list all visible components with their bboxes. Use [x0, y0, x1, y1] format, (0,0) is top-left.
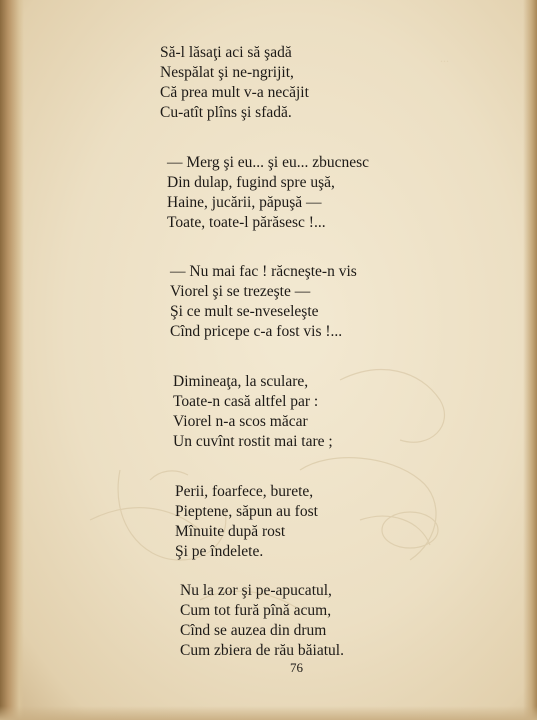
poem-line: Cînd pricepe c-a fost vis !...: [170, 323, 343, 340]
poem-line: Din dulap, fugind spre uşă,: [167, 174, 335, 191]
poem-line: Să-l lăsaţi aci să şadă: [160, 44, 292, 61]
poem-line: Pieptene, săpun au fost: [175, 503, 318, 520]
poem-line: Şi pe îndelete.: [175, 543, 264, 560]
poem-line: Dimineaţa, la sculare,: [173, 373, 309, 390]
poem-line: Mînuite după rost: [175, 523, 286, 540]
poem-line: Nespălat şi ne-ngrijit,: [160, 64, 294, 81]
svg-text:...: ...: [440, 51, 449, 65]
poem-line: Cum zbiera de rău băiatul.: [180, 642, 344, 659]
poem-line: — Nu mai fac ! răcneşte-n vis: [170, 263, 357, 280]
poem-line: Nu la zor şi pe-apucatul,: [180, 582, 332, 599]
poem-line: Un cuvînt rostit mai tare ;: [173, 433, 333, 450]
poem-line: — Merg şi eu... şi eu... zbucnesc: [167, 154, 370, 171]
poem-line: Că prea mult v-a necăjit: [160, 84, 309, 101]
poem-line: Cum tot fură pînă acum,: [180, 602, 332, 619]
poem-line: Cînd se auzea din drum: [180, 622, 327, 639]
poem-line: Perii, foarfece, burete,: [175, 483, 314, 500]
poem-line: Haine, jucării, păpuşă —: [167, 194, 322, 211]
poem-line: Viorel şi se trezeşte —: [170, 283, 311, 300]
poem-line: Şi ce mult se-nveseleşte: [170, 303, 319, 320]
page-number: 76: [290, 660, 303, 675]
poem-line: Cu-atît plîns şi sfadă.: [160, 104, 292, 121]
poem-line: Toate-n casă altfel par :: [173, 393, 319, 410]
poem-line: Viorel n-a scos măcar: [173, 413, 308, 430]
poem-line: Toate, toate-l părăsesc !...: [167, 214, 326, 231]
